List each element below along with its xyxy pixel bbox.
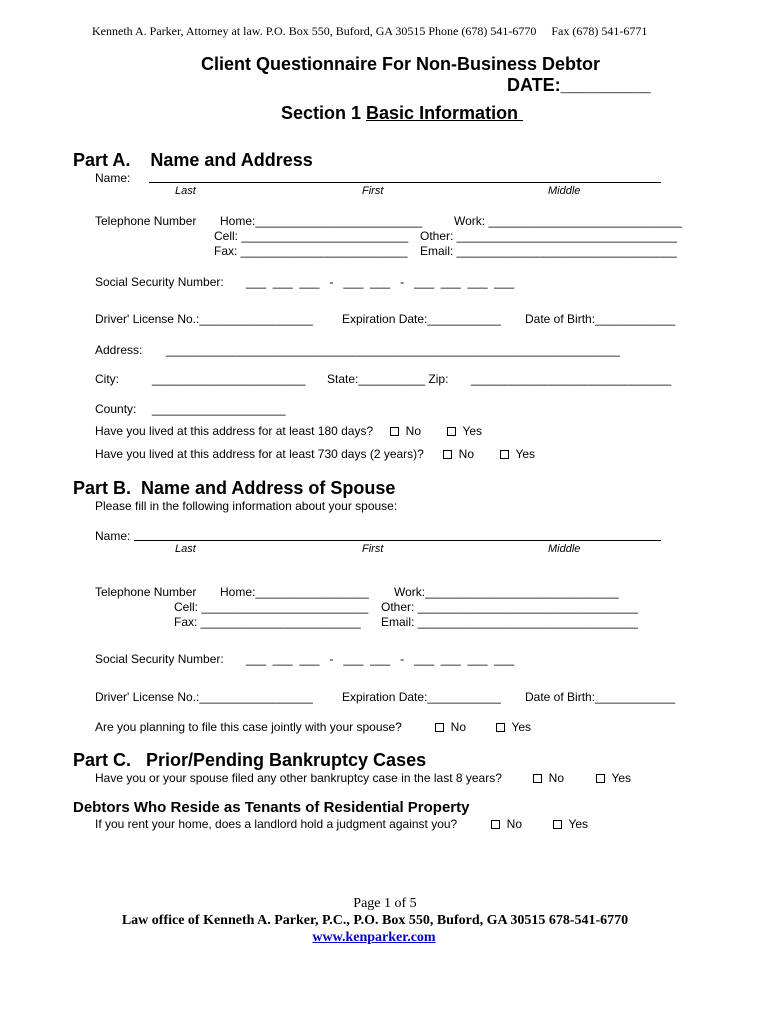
option-730-yes[interactable] <box>500 448 535 460</box>
website-link[interactable]: www.kenparker.com <box>312 930 436 945</box>
part-c-heading: Part C. Prior/Pending Bankruptcy Cases <box>73 750 427 770</box>
option-label: No <box>458 447 475 461</box>
option-180-yes[interactable] <box>447 425 482 437</box>
email-field[interactable]: Email: _________________________________ <box>420 244 677 258</box>
spouse-home-phone-field[interactable]: Home:_________________ <box>220 585 369 599</box>
spouse-telephone-label: Telephone Number <box>95 585 197 599</box>
section-heading <box>281 104 523 122</box>
checkbox-icon[interactable] <box>553 820 562 829</box>
option-180-no[interactable] <box>390 425 421 437</box>
spouse-email-field[interactable]: Email: _________________________________ <box>381 615 638 629</box>
date-of-birth-field[interactable]: Date of Birth:____________ <box>525 312 676 326</box>
telephone-label: Telephone Number <box>95 214 197 228</box>
letterhead: Kenneth A. Parker, Attorney at law. P.O. Box 550, Buford, GA 30515 Phone (678) 541-6770 Fax (678) 541-6771 <box>92 24 648 38</box>
name-line[interactable] <box>149 182 661 183</box>
section-name: Basic Information <box>366 103 524 123</box>
tenants-heading: Debtors Who Reside as Tenants of Residential Property <box>73 799 470 816</box>
section-prefix: Section 1 <box>281 103 367 123</box>
name-label: Name: <box>95 171 131 185</box>
spouse-expiration-date-field[interactable]: Expiration Date:___________ <box>342 690 501 704</box>
state-zip-label[interactable]: State:__________ Zip: <box>327 372 449 386</box>
first-sublabel: First <box>362 185 384 197</box>
spouse-last-sublabel: Last <box>175 543 196 555</box>
ssn-field[interactable]: ___ ___ ___ - ___ ___ - ___ ___ ___ ___ <box>246 275 515 289</box>
footer-office: Law office of Kenneth A. Parker, P.C., P.O. Box 550, Buford, GA 30515 678-541-6770 <box>121 913 629 928</box>
spouse-fax-field[interactable]: Fax: ________________________ <box>174 615 361 629</box>
spouse-first-sublabel: First <box>362 543 384 555</box>
checkbox-icon[interactable] <box>390 427 399 436</box>
question-180-days: Have you lived at this address for at least 180 days? <box>95 424 374 438</box>
option-landlord-yes[interactable] <box>553 818 588 830</box>
address-label: Address: <box>95 343 143 357</box>
option-label: Yes <box>568 817 589 831</box>
spouse-date-of-birth-field[interactable]: Date of Birth:____________ <box>525 690 676 704</box>
checkbox-icon[interactable] <box>443 450 452 459</box>
spouse-ssn-label: Social Security Number: <box>95 652 224 666</box>
joint-filing-question: Are you planning to file this case jointly with your spouse? <box>95 720 402 734</box>
zip-field[interactable]: ______________________________ <box>471 372 672 386</box>
spouse-middle-sublabel: Middle <box>548 543 581 555</box>
checkbox-icon[interactable] <box>596 774 605 783</box>
fax-field[interactable]: Fax: _________________________ <box>214 244 408 258</box>
landlord-judgment-question: If you rent your home, does a landlord hold a judgment against you? <box>95 817 458 831</box>
spouse-drivers-license-field[interactable]: Driver' License No.:_________________ <box>95 690 313 704</box>
form-title: Client Questionnaire For Non-Business Debtor <box>201 54 601 74</box>
work-phone-field[interactable]: Work: _____________________________ <box>454 214 682 228</box>
question-730-days: Have you lived at this address for at least 730 days (2 years)? <box>95 447 424 461</box>
option-label: Yes <box>511 720 532 734</box>
part-b-heading: Part B. Name and Address of Spouse <box>73 478 396 498</box>
last-sublabel: Last <box>175 185 196 197</box>
other-phone-field[interactable]: Other: _________________________________ <box>420 229 677 243</box>
spouse-ssn-field[interactable]: ___ ___ ___ - ___ ___ - ___ ___ ___ ___ <box>246 652 515 666</box>
option-label: No <box>405 424 422 438</box>
expiration-date-field[interactable]: Expiration Date:___________ <box>342 312 501 326</box>
option-label: No <box>548 771 565 785</box>
checkbox-icon[interactable] <box>533 774 542 783</box>
address-field[interactable]: ____________________________________________________________________ <box>166 343 620 357</box>
checkbox-icon[interactable] <box>491 820 500 829</box>
spouse-cell-phone-field[interactable]: Cell: _________________________ <box>174 600 369 614</box>
prior-bankruptcy-question: Have you or your spouse filed any other bankruptcy case in the last 8 years? <box>95 771 502 785</box>
checkbox-icon[interactable] <box>447 427 456 436</box>
spouse-other-phone-field[interactable]: Other: _________________________________ <box>381 600 638 614</box>
option-landlord-no[interactable] <box>491 818 522 830</box>
option-prior-yes[interactable] <box>596 772 631 784</box>
spouse-work-phone-field[interactable]: Work:_____________________________ <box>394 585 619 599</box>
cell-phone-field[interactable]: Cell: _________________________ <box>214 229 409 243</box>
checkbox-icon[interactable] <box>500 450 509 459</box>
option-label: Yes <box>462 424 483 438</box>
county-field[interactable]: ____________________ <box>152 402 286 416</box>
option-label: No <box>450 720 467 734</box>
spouse-name-label: Name: <box>95 529 131 543</box>
city-field[interactable]: _______________________ <box>152 372 306 386</box>
city-label: City: <box>95 372 119 386</box>
spouse-name-line[interactable] <box>134 540 661 541</box>
middle-sublabel: Middle <box>548 185 581 197</box>
option-joint-yes[interactable] <box>496 721 531 733</box>
option-joint-no[interactable] <box>435 721 466 733</box>
drivers-license-field[interactable]: Driver' License No.:_________________ <box>95 312 313 326</box>
checkbox-icon[interactable] <box>435 723 444 732</box>
option-label: Yes <box>611 771 632 785</box>
option-label: Yes <box>515 447 536 461</box>
page-number: Page 1 of 5 <box>353 896 417 911</box>
option-730-no[interactable] <box>443 448 474 460</box>
county-label: County: <box>95 402 137 416</box>
checkbox-icon[interactable] <box>496 723 505 732</box>
option-prior-no[interactable] <box>533 772 564 784</box>
part-a-heading: Part A. Name and Address <box>73 150 313 170</box>
option-label: No <box>506 817 523 831</box>
home-phone-field[interactable]: Home:_________________________ <box>220 214 423 228</box>
ssn-label: Social Security Number: <box>95 275 224 289</box>
date-field[interactable]: DATE:_________ <box>507 75 651 95</box>
spouse-intro: Please fill in the following information about your spouse: <box>95 499 398 513</box>
